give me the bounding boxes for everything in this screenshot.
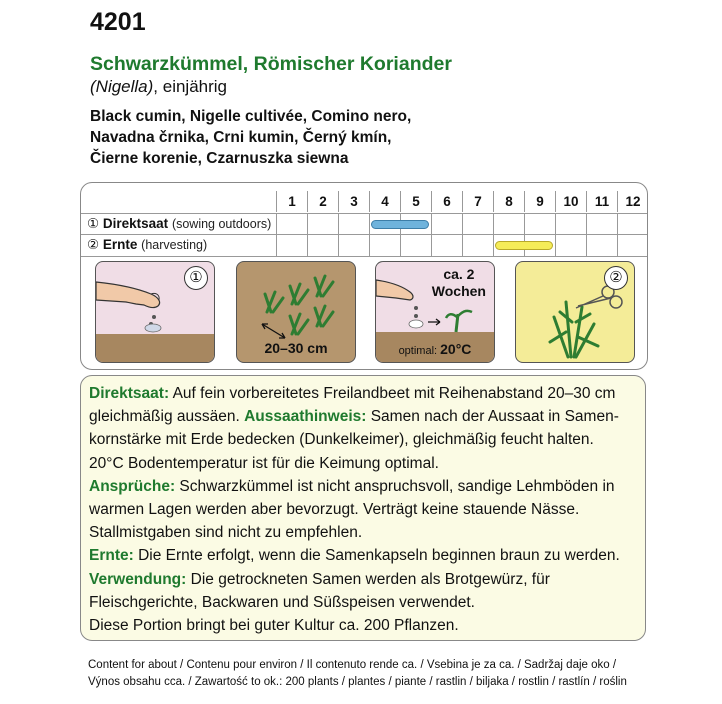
info-line	[89, 475, 637, 498]
germination-time-line2: Wochen	[431, 283, 486, 299]
info-heading: Aussaathinweis:	[244, 408, 367, 426]
info-line: Diese Portion bringt bei guter Kultur ca. 200 Pflanzen.	[89, 617, 459, 635]
month-cell	[617, 235, 648, 256]
month-cell	[586, 214, 617, 235]
month-cell	[338, 214, 369, 235]
step-two-badge: ②	[604, 266, 628, 290]
info-line: Stallmistgaben sind nicht zu empfehlen.	[89, 524, 363, 542]
month-cell	[555, 235, 586, 256]
month-cell	[307, 235, 338, 256]
row-note: (sowing outdoors)	[171, 217, 272, 231]
month-cell	[276, 214, 307, 235]
info-line	[89, 568, 637, 591]
instructions-box	[80, 375, 646, 641]
step-one-badge: ①	[184, 266, 208, 290]
month-cell	[462, 235, 493, 256]
info-heading: Direktsaat:	[89, 385, 170, 402]
info-line	[89, 382, 637, 405]
month-header: 5	[400, 191, 431, 212]
footer-line: Výnos obsahu cca. / Zawartość to ok.: 200 plants / plantes / piante / rastlin / biljaka / rostlin / rastlín / roślin	[88, 676, 627, 688]
month-cell	[307, 214, 338, 235]
month-header: 6	[431, 191, 462, 212]
product-title: Schwarzkümmel, Römischer Koriander	[90, 53, 452, 75]
month-header: 3	[338, 191, 369, 212]
info-line: 20°C Bodentemperatur ist für die Keimung optimal.	[89, 454, 439, 472]
sowing-calendar	[80, 182, 648, 370]
info-text: gleichmäßig aussäen.	[89, 408, 245, 426]
row-note: (harvesting)	[141, 238, 208, 252]
month-cell	[555, 214, 586, 235]
row-spacing-label: 20–30 cm	[264, 340, 328, 356]
info-text: Schwarzkümmel ist nicht anspruchsvoll, sandige Lehmböden in	[175, 477, 615, 495]
info-text: Die Ernte erfolgt, wenn die Samenkapseln beginnen braun zu werden.	[133, 547, 620, 565]
sowing-period-bar	[371, 220, 429, 229]
month-header: 7	[462, 191, 493, 212]
content-footer	[88, 657, 627, 691]
harvest-period-bar	[495, 241, 553, 250]
info-heading: Ansprüche:	[89, 477, 176, 495]
panel-harvest	[515, 261, 635, 363]
info-line: kornstärke mit Erde bedecken (Dunkelkeimer), gleichmäßig feucht halten.	[89, 431, 594, 449]
temperature-value: 20°C	[440, 341, 472, 357]
info-line	[89, 544, 637, 567]
info-line	[89, 405, 637, 428]
month-header: 10	[555, 191, 586, 212]
month-header: 2	[307, 191, 338, 212]
optimal-temperature	[376, 341, 494, 357]
month-cell	[400, 235, 431, 256]
row-title: Ernte	[102, 237, 138, 252]
month-cell	[369, 235, 400, 256]
germination-time-line1: ca. 2	[443, 266, 475, 282]
names-line: Black cumin, Nigelle cultivée, Comino nero,	[90, 108, 412, 125]
product-code: 4201	[90, 8, 146, 36]
month-cell	[431, 214, 462, 235]
month-cell	[338, 235, 369, 256]
calendar-label-harvest	[87, 237, 207, 253]
month-cell	[586, 235, 617, 256]
info-text: Auf fein vorbereitetes Freilandbeet mit Reihenabstand 20–30 cm	[169, 385, 616, 402]
info-text: Die getrockneten Samen werden als Brotgewürz, für	[186, 570, 550, 588]
info-text: Samen nach der Aussaat in Samen-	[366, 408, 619, 426]
month-cell	[524, 214, 555, 235]
product-subtitle	[90, 77, 227, 97]
month-cell	[617, 214, 648, 235]
info-heading: Ernte:	[89, 547, 134, 565]
latin-name: (Nigella)	[90, 77, 154, 96]
month-header: 11	[586, 191, 617, 212]
calendar-row-harvest	[81, 234, 647, 257]
month-header: 9	[524, 191, 555, 212]
calendar-row-sowing	[81, 213, 647, 235]
names-line: Navadna črnika, Crni kumin, Černý kmín,	[90, 129, 392, 146]
calendar-header	[81, 191, 647, 212]
row-title: Direktsaat	[102, 216, 169, 231]
info-line: Fleischgerichte, Backwaren und Süßspeisen verwendet.	[89, 593, 475, 611]
names-line: Čierne korenie, Czarnuszka siewna	[90, 150, 349, 167]
month-header: 1	[276, 191, 307, 212]
info-line: warmen Lagen werden aber bevorzugt. Verträgt keine stauende Nässe.	[89, 501, 580, 519]
month-cell	[493, 214, 524, 235]
subtitle-rest: , einjährig	[153, 77, 228, 96]
month-header: 8	[493, 191, 524, 212]
month-header: 4	[369, 191, 400, 212]
footer-line: Content for about / Contenu pour environ / Il contenuto rende ca. / Vsebina je za ca. / Sadržaj daje oko /	[88, 659, 617, 671]
circled-two-icon: ②	[87, 237, 100, 252]
info-heading: Verwendung:	[89, 570, 187, 588]
month-cell	[431, 235, 462, 256]
month-cell	[462, 214, 493, 235]
translated-names	[90, 106, 411, 169]
germination-time	[432, 266, 486, 300]
month-cell	[276, 235, 307, 256]
optimal-prefix: optimal:	[398, 345, 441, 357]
panel-row-spacing	[236, 261, 356, 363]
panel-germination	[375, 261, 495, 363]
calendar-label-sowing	[87, 216, 271, 232]
circled-one-icon: ①	[87, 216, 100, 231]
panel-sowing-hand	[95, 261, 215, 363]
month-header: 12	[617, 191, 648, 212]
